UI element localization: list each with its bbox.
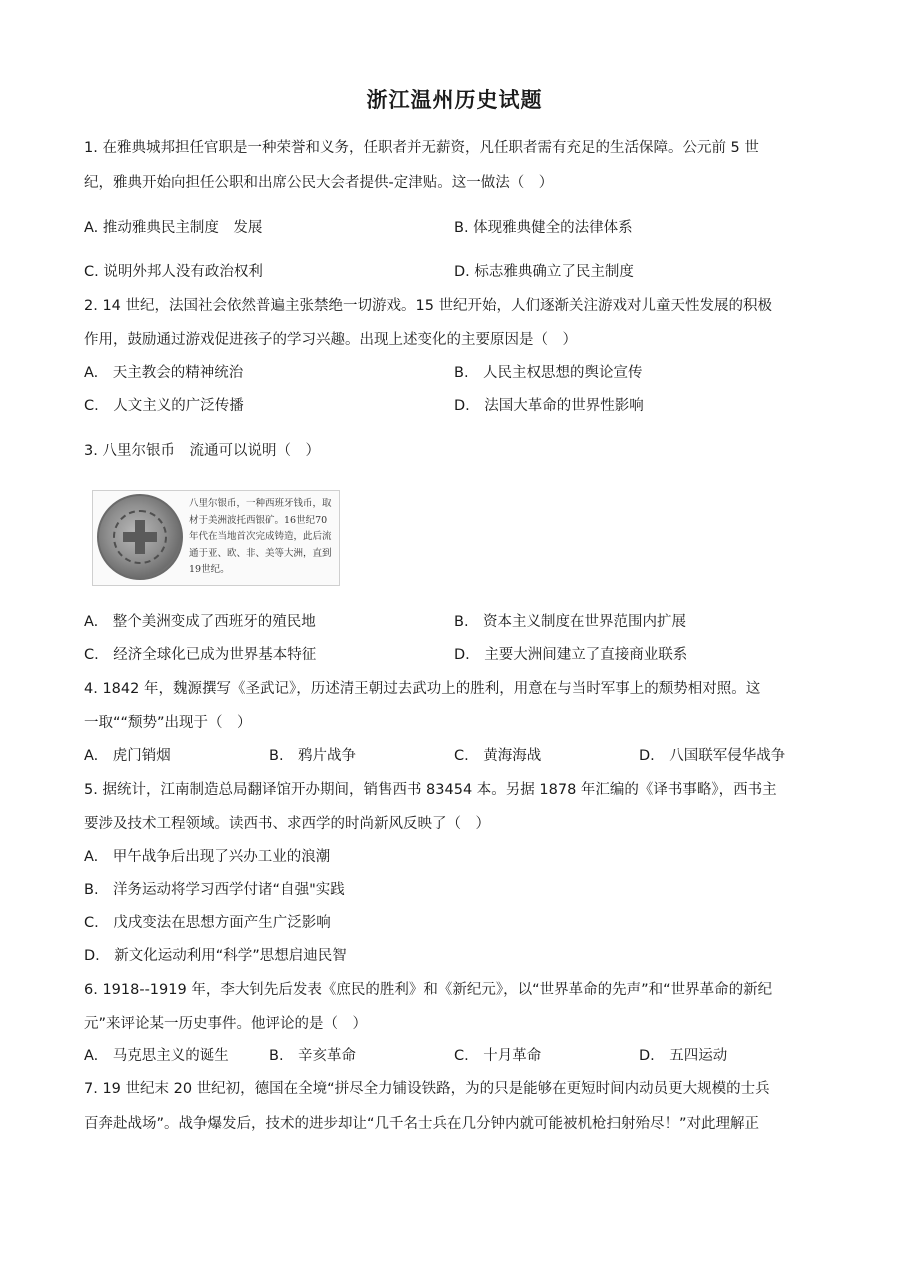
question-5-option-a: A. 甲午战争后出现了兴办工业的浪潮 <box>84 849 331 865</box>
question-1-line-1: 1. 在雅典城邦担任官职是一种荣誉和义务，任职者并无薪资，凡任职者需有充足的生活保障。公元前 5 世 <box>84 140 759 156</box>
question-6-option-d: D. 五四运动 <box>639 1048 728 1064</box>
question-3-option-d: D. 主要大洲间建立了直接商业联系 <box>454 647 688 663</box>
question-2-line-2: 作用，鼓励通过游戏促进孩子的学习兴趣。出现上述变化的主要原因是（ ） <box>84 332 577 348</box>
question-1-option-a: A. 推动雅典民主制度 发展 <box>84 220 263 236</box>
question-3-option-c: C. 经济全球化已成为世界基本特征 <box>84 647 317 663</box>
question-2-line-1: 2. 14 世纪，法国社会依然普遍主张禁绝一切游戏。15 世纪开始，人们逐渐关注游戏对儿童天性发展的积极 <box>84 298 773 314</box>
question-1-option-d: D. 标志雅典确立了民主制度 <box>454 264 634 280</box>
question-2-option-a: A. 天主教会的精神统治 <box>84 365 244 381</box>
question-6-option-b: B. 辛亥革命 <box>269 1048 357 1064</box>
question-5-line-2: 要涉及技术工程领域。读西书、求西学的时尚新风反映了（ ） <box>84 816 490 832</box>
coin-figure <box>92 490 340 586</box>
question-3-option-a: A. 整个美洲变成了西班牙的殖民地 <box>84 614 316 630</box>
question-7-line-1: 7. 19 世纪末 20 世纪初，德国在全境“拼尽全力铺设铁路，为的只是能够在更短时间内动员更大规模的士兵 <box>84 1081 770 1097</box>
question-6-line-1: 6. 1918--1919 年，李大钊先后发表《庶民的胜利》和《新纪元》，以“世界革命的先声”和“世界革命的新纪 <box>84 982 773 998</box>
question-6-line-2: 元”来评论某一历史事件。他评论的是（ ） <box>84 1016 368 1032</box>
question-4-option-d: D. 八国联军侵华战争 <box>639 748 786 764</box>
question-2-option-c: C. 人文主义的广泛传播 <box>84 398 244 414</box>
question-3-line-1: 3. 八里尔银币 流通可以说明（ ） <box>84 443 320 459</box>
question-1-line-2: 纪，雅典开始向担任公职和出席公民大会者提供-定津贴。这一做法（ ） <box>84 175 554 191</box>
question-4-option-a: A. 虎门销烟 <box>84 748 171 764</box>
silver-coin-image <box>97 494 183 580</box>
question-6-option-a: A. 马克思主义的诞生 <box>84 1048 229 1064</box>
question-4-option-b: B. 鸦片战争 <box>269 748 357 764</box>
question-1-option-b: B. 体现雅典健全的法律体系 <box>454 220 633 236</box>
question-7-line-2: 百奔赴战场”。战争爆发后，技术的进步却让“几千名士兵在几分钟内就可能被机枪扫射殆尽！”对此理解正 <box>84 1116 760 1132</box>
question-2-option-b: B. 人民主权思想的舆论宣传 <box>454 365 643 381</box>
coin-caption: 八里尔银币，一种西班牙钱币，取材于美洲波托西银矿。16世纪70年代在当地首次完成铸造，此后流通于亚、欧、非、美等大洲，直到19世纪。 <box>189 498 332 575</box>
question-2-option-d: D. 法国大革命的世界性影响 <box>454 398 644 414</box>
question-6-option-c: C. 十月革命 <box>454 1048 542 1064</box>
question-5-line-1: 5. 据统计，江南制造总局翻译馆开办期间，销售西书 83454 本。另据 1878 年汇编的《译书事略》，西书主 <box>84 782 777 798</box>
question-5-option-c: C. 戊戌变法在思想方面产生广泛影响 <box>84 915 331 931</box>
question-5-option-d: D. 新文化运动利用“科学”思想启迪民智 <box>84 948 347 964</box>
question-1-option-c: C. 说明外邦人没有政治权利 <box>84 264 263 280</box>
question-5-option-b: B. 洋务运动将学习西学付诸“自强"实践 <box>84 882 345 898</box>
question-4-option-c: C. 黄海海战 <box>454 748 542 764</box>
coin-cross-horizontal <box>123 532 157 542</box>
question-4-line-1: 4. 1842 年，魏源撰写《圣武记》，历述清王朝过去武功上的胜利，用意在与当时军事上的颓势相对照。这 <box>84 681 761 697</box>
question-3-option-b: B. 资本主义制度在世界范围内扩展 <box>454 614 687 630</box>
question-4-line-2: 一取““颓势”出现于（ ） <box>84 715 252 731</box>
page-title: 浙江温州历史试题 <box>366 88 543 112</box>
